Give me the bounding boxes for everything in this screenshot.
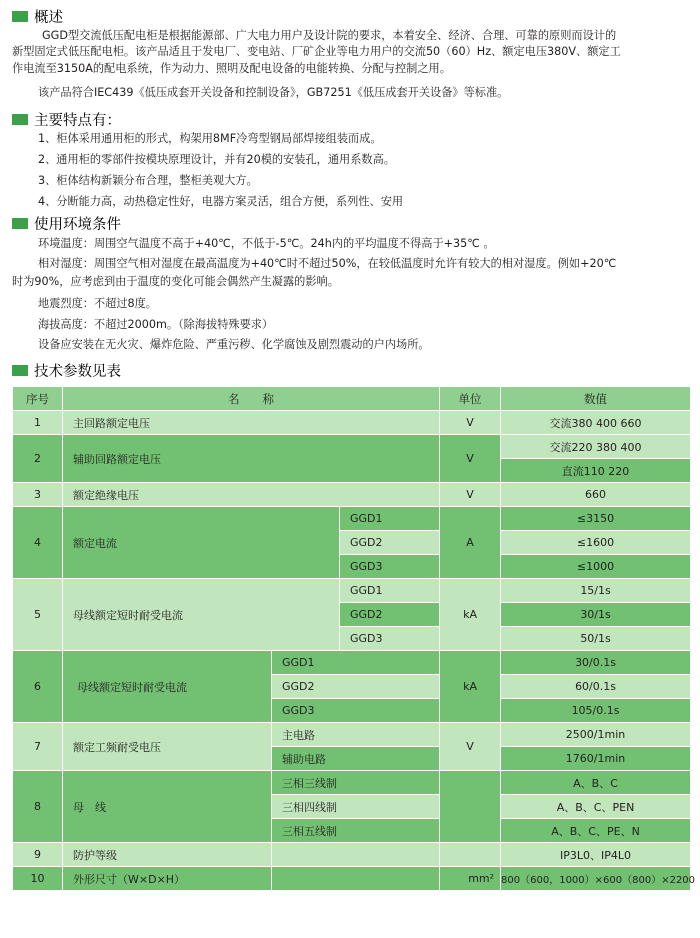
row-value: 交流380 400 660	[501, 411, 691, 435]
table-row	[13, 483, 691, 507]
features-title: 主要特点有：	[34, 112, 121, 129]
row-value: 60/0.1s	[501, 675, 691, 699]
row-value: A、B、C、PEN	[501, 795, 691, 819]
table-row	[13, 723, 691, 747]
row-no: 10	[13, 867, 63, 891]
environment-line-2: 相对湿度：周围空气相对湿度在最高温度为+40℃时不超过50%，在较低温度时允许有较大的相对湿度。例如+20℃	[38, 257, 617, 270]
row-sub: 主电路	[272, 723, 440, 747]
header-no: 序号	[13, 387, 63, 411]
row-sub: GGD2	[340, 531, 440, 555]
row-value: 直流110 220	[501, 459, 691, 483]
environment-line-6: 设备应安装在无火灾、爆炸危险、严重污秽、化学腐蚀及剧烈震动的户内场所。	[38, 338, 430, 351]
row-no: 5	[13, 579, 63, 651]
row-sub-empty	[272, 867, 440, 891]
row-sub: GGD2	[272, 675, 440, 699]
row-unit: kA	[440, 579, 501, 651]
row-value: 800（600，1000）×600（800）×2200	[501, 867, 691, 891]
feature-line-1: 1、柜体采用通用柜的形式，构架用8MF冷弯型钢局部焊接组装而成。	[38, 132, 382, 145]
row-sub: GGD1	[272, 651, 440, 675]
row-no: 3	[13, 483, 63, 507]
row-value: A、B、C	[501, 771, 691, 795]
row-unit: V	[440, 723, 501, 771]
overview-heading	[12, 7, 63, 25]
environment-line-4: 地震烈度：不超过8度。	[38, 297, 157, 310]
row-value: 1760/1min	[501, 747, 691, 771]
params-title: 技术参数见表	[34, 363, 121, 380]
spec-table	[12, 386, 696, 891]
environment-title: 使用环境条件	[34, 216, 121, 233]
row-value: 50/1s	[501, 627, 691, 651]
table-header-row	[13, 387, 691, 411]
row-name: 辅助回路额定电压	[63, 435, 440, 483]
environment-heading	[12, 214, 121, 232]
row-sub: 三相三线制	[272, 771, 440, 795]
row-no: 8	[13, 771, 63, 843]
environment-line-5: 海拔高度：不超过2000m。（除海拔特殊要求）	[38, 318, 274, 331]
row-value: 30/0.1s	[501, 651, 691, 675]
overview-line-2: 新型固定式低压配电柜。该产品适且于发电厂、变电站、厂矿企业等电力用户的交流50（60）Hz、额定电压380V、额定工	[12, 45, 621, 58]
environment-line-3: 时为90%，应考虑到由于温度的变化可能会偶然产生凝露的影响。	[12, 275, 339, 288]
row-name: 母线额定短时耐受电流	[63, 651, 272, 723]
header-value: 数值	[501, 387, 691, 411]
row-value: IP3L0、IP4L0	[501, 843, 691, 867]
row-unit: V	[440, 411, 501, 435]
params-heading	[12, 361, 121, 379]
row-unit: V	[440, 483, 501, 507]
table-row	[13, 651, 691, 675]
row-value: 660	[501, 483, 691, 507]
row-sub: GGD1	[340, 579, 440, 603]
row-name: 外形尺寸（W×D×H）	[63, 867, 272, 891]
row-sub: 三相五线制	[272, 819, 440, 843]
header-unit: 单位	[440, 387, 501, 411]
row-sub: 三相四线制	[272, 795, 440, 819]
row-name: 母 线	[63, 771, 272, 843]
row-name: 额定工频耐受电压	[63, 723, 272, 771]
row-value: ≤3150	[501, 507, 691, 531]
row-sub-empty	[272, 843, 440, 867]
row-no: 1	[13, 411, 63, 435]
section-marker-icon	[12, 11, 28, 22]
table-row	[13, 771, 691, 795]
row-sub: GGD1	[340, 507, 440, 531]
table-row	[13, 435, 691, 459]
row-no: 9	[13, 843, 63, 867]
table-row	[13, 867, 691, 891]
section-marker-icon	[12, 114, 28, 125]
row-no: 6	[13, 651, 63, 723]
environment-line-1: 环境温度：周围空气温度不高于+40℃，不低于-5℃。24h内的平均温度不得高于+35℃ 。	[38, 237, 495, 250]
row-sub: GGD3	[340, 555, 440, 579]
table-row	[13, 507, 691, 531]
row-unit: mm²	[440, 867, 501, 891]
row-sub: GGD2	[340, 603, 440, 627]
overview-line-4: 该产品符合IEC439《低压成套开关设备和控制设备》，GB7251《低压成套开关设备》等标准。	[38, 86, 509, 99]
row-sub: GGD3	[340, 627, 440, 651]
row-value: 15/1s	[501, 579, 691, 603]
row-unit: kA	[440, 651, 501, 723]
row-name: 主回路额定电压	[63, 411, 440, 435]
table-row	[13, 411, 691, 435]
table-row	[13, 579, 691, 603]
row-name: 母线额定短时耐受电流	[63, 579, 340, 651]
row-value: 交流220 380 400	[501, 435, 691, 459]
feature-line-4: 4、分断能力高，动热稳定性好，电器方案灵活，组合方便，系列性、安用	[38, 195, 404, 208]
row-sub: 辅助电路	[272, 747, 440, 771]
overview-title: 概述	[34, 9, 63, 26]
header-name: 名 称	[63, 387, 440, 411]
overview-line-1: GGD型交流低压配电柜是根据能源部、广大电力用户及设计院的要求，本着安全、经济、合理、可靠的原则而设计的	[42, 29, 617, 42]
row-sub: GGD3	[272, 699, 440, 723]
overview-line-3: 作电流至3150A的配电系统，作为动力、照明及配电设备的电能转换、分配与控制之用。	[12, 62, 451, 75]
row-unit: A	[440, 507, 501, 579]
row-no: 2	[13, 435, 63, 483]
row-unit: V	[440, 435, 501, 483]
features-heading	[12, 110, 121, 128]
row-value: 105/0.1s	[501, 699, 691, 723]
feature-line-2: 2、通用柜的零部件按模块原理设计，并有20模的安装孔，通用系数高。	[38, 153, 395, 166]
row-name: 额定电流	[63, 507, 340, 579]
row-no: 7	[13, 723, 63, 771]
table-row	[13, 843, 691, 867]
row-unit	[440, 771, 501, 843]
row-value: 30/1s	[501, 603, 691, 627]
row-unit	[440, 843, 501, 867]
row-name: 额定绝缘电压	[63, 483, 440, 507]
row-value: ≤1000	[501, 555, 691, 579]
row-no: 4	[13, 507, 63, 579]
row-value: ≤1600	[501, 531, 691, 555]
section-marker-icon	[12, 218, 28, 229]
feature-line-3: 3、柜体结构新颖分布合理，整柜美观大方。	[38, 174, 258, 187]
row-value: A、B、C、PE、N	[501, 819, 691, 843]
row-value: 2500/1min	[501, 723, 691, 747]
section-marker-icon	[12, 365, 28, 376]
row-name: 防护等级	[63, 843, 272, 867]
